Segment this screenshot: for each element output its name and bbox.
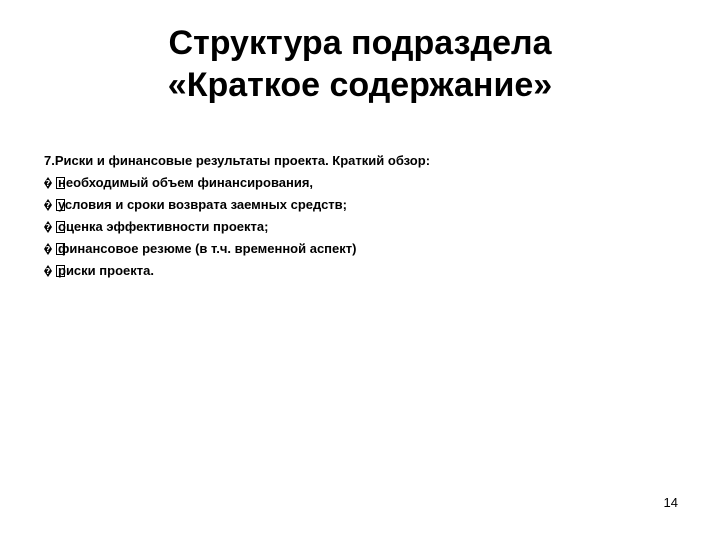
slide-title-line-1: Структура подраздела: [168, 24, 552, 62]
svg-text:?: ?: [45, 223, 51, 232]
slide-title: [60, 22, 660, 106]
list-item: [44, 260, 684, 282]
bullet-list: [44, 172, 684, 282]
svg-text:?: ?: [45, 245, 51, 254]
list-item: [44, 238, 684, 260]
slide-content: [44, 150, 684, 282]
bullet-text: необходимый объем финансирования,: [58, 175, 314, 190]
section-intro: 7.Риски и финансовые результаты проекта. Краткий обзор:: [44, 153, 431, 168]
slide-title-line-2: «Краткое содержание»: [167, 66, 553, 104]
bullet-text: риски проекта.: [58, 263, 154, 278]
svg-text:?: ?: [45, 179, 51, 188]
bullet-text: финансовое резюме (в т.ч. временной аспект): [58, 241, 357, 256]
svg-text:?: ?: [45, 201, 51, 210]
list-item: [44, 172, 684, 194]
page-number: 14: [663, 495, 678, 510]
list-item: [44, 194, 684, 216]
list-item: [44, 216, 684, 238]
bullet-text: оценка эффективности проекта;: [58, 219, 269, 234]
bullet-text: условия и сроки возврата заемных средств;: [58, 197, 347, 212]
svg-text:?: ?: [45, 267, 51, 276]
